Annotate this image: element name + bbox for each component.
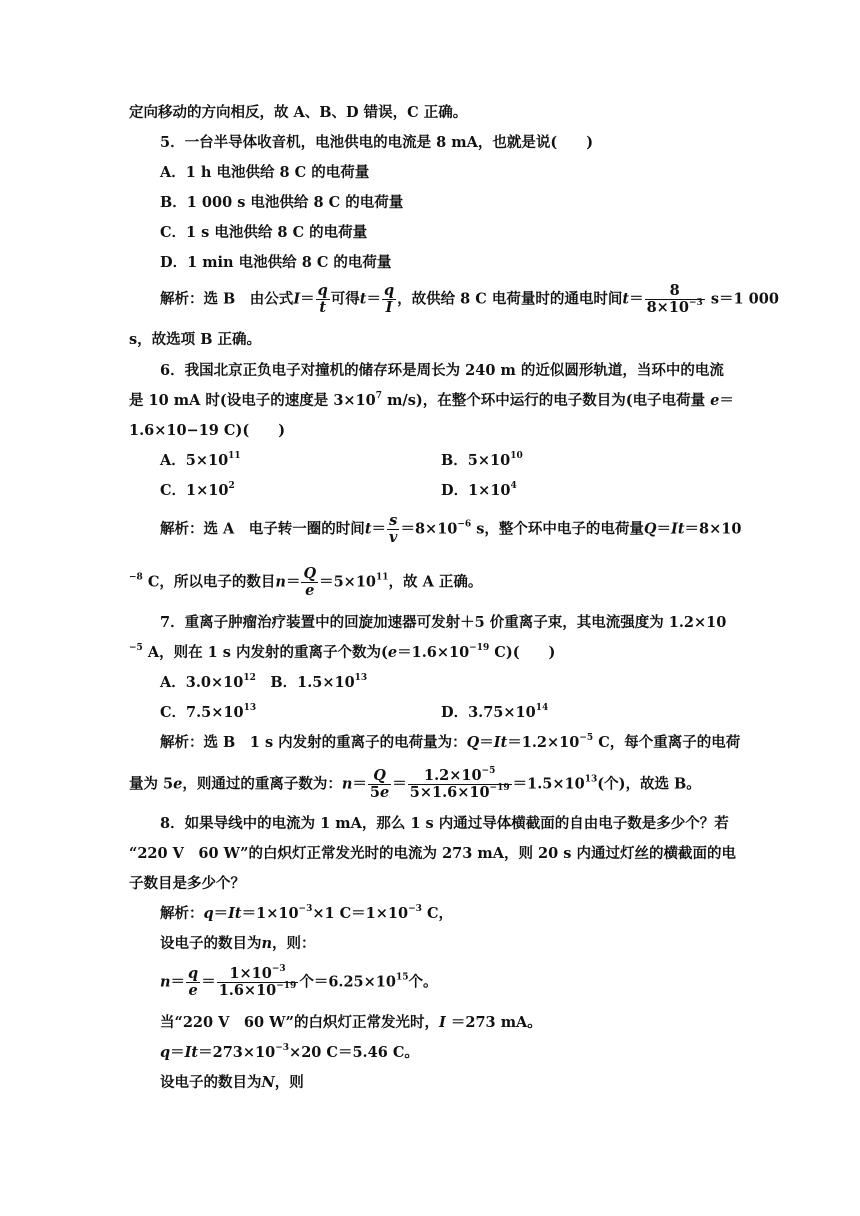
question-7-line-2: $^{-5}$ A，则在 1 s 内发射的重离子个数为($e=1.6\times 10^{-19}$ C)( ) — [129, 643, 556, 661]
solution-8-line-6: 设电子的数目为N，则 — [160, 1074, 304, 1091]
solution-5-line-2: s，故选项 B 正确。 — [129, 331, 262, 348]
q7-options-ab: A．$3.0\times 10^{12}$ B．$1.5\times 10^{13}$ — [160, 673, 368, 691]
text-line: 定向移动的方向相反，故 A、B、D 错误，C 正确。 — [129, 104, 468, 121]
q5-option-d: D．1 min 电池供给 8 C 的电荷量 — [160, 254, 392, 271]
q6-option-c: C．$1\times 10^2$ — [160, 481, 235, 499]
q6-option-d: D．$1\times 10^4$ — [441, 481, 517, 499]
q7-option-d: D．$3.75\times 10^{14}$ — [441, 703, 549, 721]
solution-8-line-5: $q=It=273\times 10^{-3}\times 20$ C＝5.46 C。 — [160, 1043, 419, 1061]
question-7-line-1: 7．重离子肿瘤治疗装置中的回旋加速器可发射＋5 价重离子束，其电流强度为 1.2×10 — [160, 614, 727, 631]
solution-7-line-2: 量为 5e，则通过的重离子数为：n＝ $\frac{Q}{5e}$ ＝ $\frac{1.2\times 10^{-5}}{5\times 1.6\times 10^{-19}}$ $=1.5\times 10^{13}$(个)，故选 B。 — [129, 766, 701, 801]
solution-6-line-1: 解析：选 A 电子转一圈的时间t＝ $\frac{s}{v}$ $=8\times 10^{-6}$ s，整个环中电子的电荷量Q＝It＝8×10 — [160, 512, 742, 546]
question-6-line-2: 是 10 mA 时(设电子的速度是 $3\times 10^7$ m/s)，在整个环中运行的电子数目为(电子电荷量 e＝ — [129, 391, 734, 409]
solution-7-line-1: 解析：选 B 1 s 内发射的重离子的电荷量为：$Q=It=1.2\times 10^{-5}$ C，每个重离子的电荷 — [160, 733, 741, 751]
q7-option-c: C．$7.5\times 10^{13}$ — [160, 703, 257, 721]
solution-8-line-3: n＝ $\frac{q}{e}$ ＝ $\frac{1\times 10^{-3}}{1.6\times 10^{-19}}$ 个$=6.25\times 10^{15}$个。 — [160, 964, 438, 999]
question-5: 5．一台半导体收音机，电池供电的电流是 8 mA，也就是说( ) — [160, 134, 594, 151]
q6-option-a: A．$5\times 10^{11}$ — [160, 451, 241, 469]
question-8-line-2: “220 V 60 W”的白炽灯正常发光时的电流为 273 mA，则 20 s 内通过灯丝的横截面的电 — [129, 845, 736, 862]
question-6-line-3: 1.6×10−19 C)( ) — [129, 422, 286, 439]
solution-8-line-2: 设电子的数目为n，则： — [160, 935, 316, 952]
question-6-line-1: 6．我国北京正负电子对撞机的储存环是周长为 240 m 的近似圆形轨道，当环中的电流 — [160, 362, 724, 379]
solution-6-line-2: $^{-8}$ C，所以电子的数目n＝ $\frac{Q}{e}$ $=5\times 10^{11}$，故 A 正确。 — [129, 565, 483, 599]
question-8-line-1: 8．如果导线中的电流为 1 mA，那么 1 s 内通过导体横截面的自由电子数是多少个？若 — [160, 815, 729, 832]
q5-option-c: C．1 s 电池供给 8 C 的电荷量 — [160, 224, 368, 241]
solution-8-line-1: 解析：$q=It=1\times 10^{-3}\times 1$ $C=1\times 10^{-3}$ C， — [160, 904, 454, 922]
q6-option-b: B．$5\times 10^{10}$ — [441, 451, 523, 469]
solution-5-line-1: 解析：选 B 由公式I＝ $\frac{q}{t}$ 可得t＝ $\frac{q}{I}$ ，故供给 8 C 电荷量时的通电时间t＝ $\frac{8}{8\times 10^{-3}}$ s＝1 000 — [160, 282, 779, 316]
question-8-line-3: 子数目是多少个？ — [129, 875, 245, 892]
solution-8-line-4: 当“220 V 60 W”的白炽灯正常发光时，I ＝273 mA。 — [160, 1014, 542, 1031]
q5-option-a: A．1 h 电池供给 8 C 的电荷量 — [160, 164, 370, 181]
q5-option-b: B．1 000 s 电池供给 8 C 的电荷量 — [160, 194, 404, 211]
